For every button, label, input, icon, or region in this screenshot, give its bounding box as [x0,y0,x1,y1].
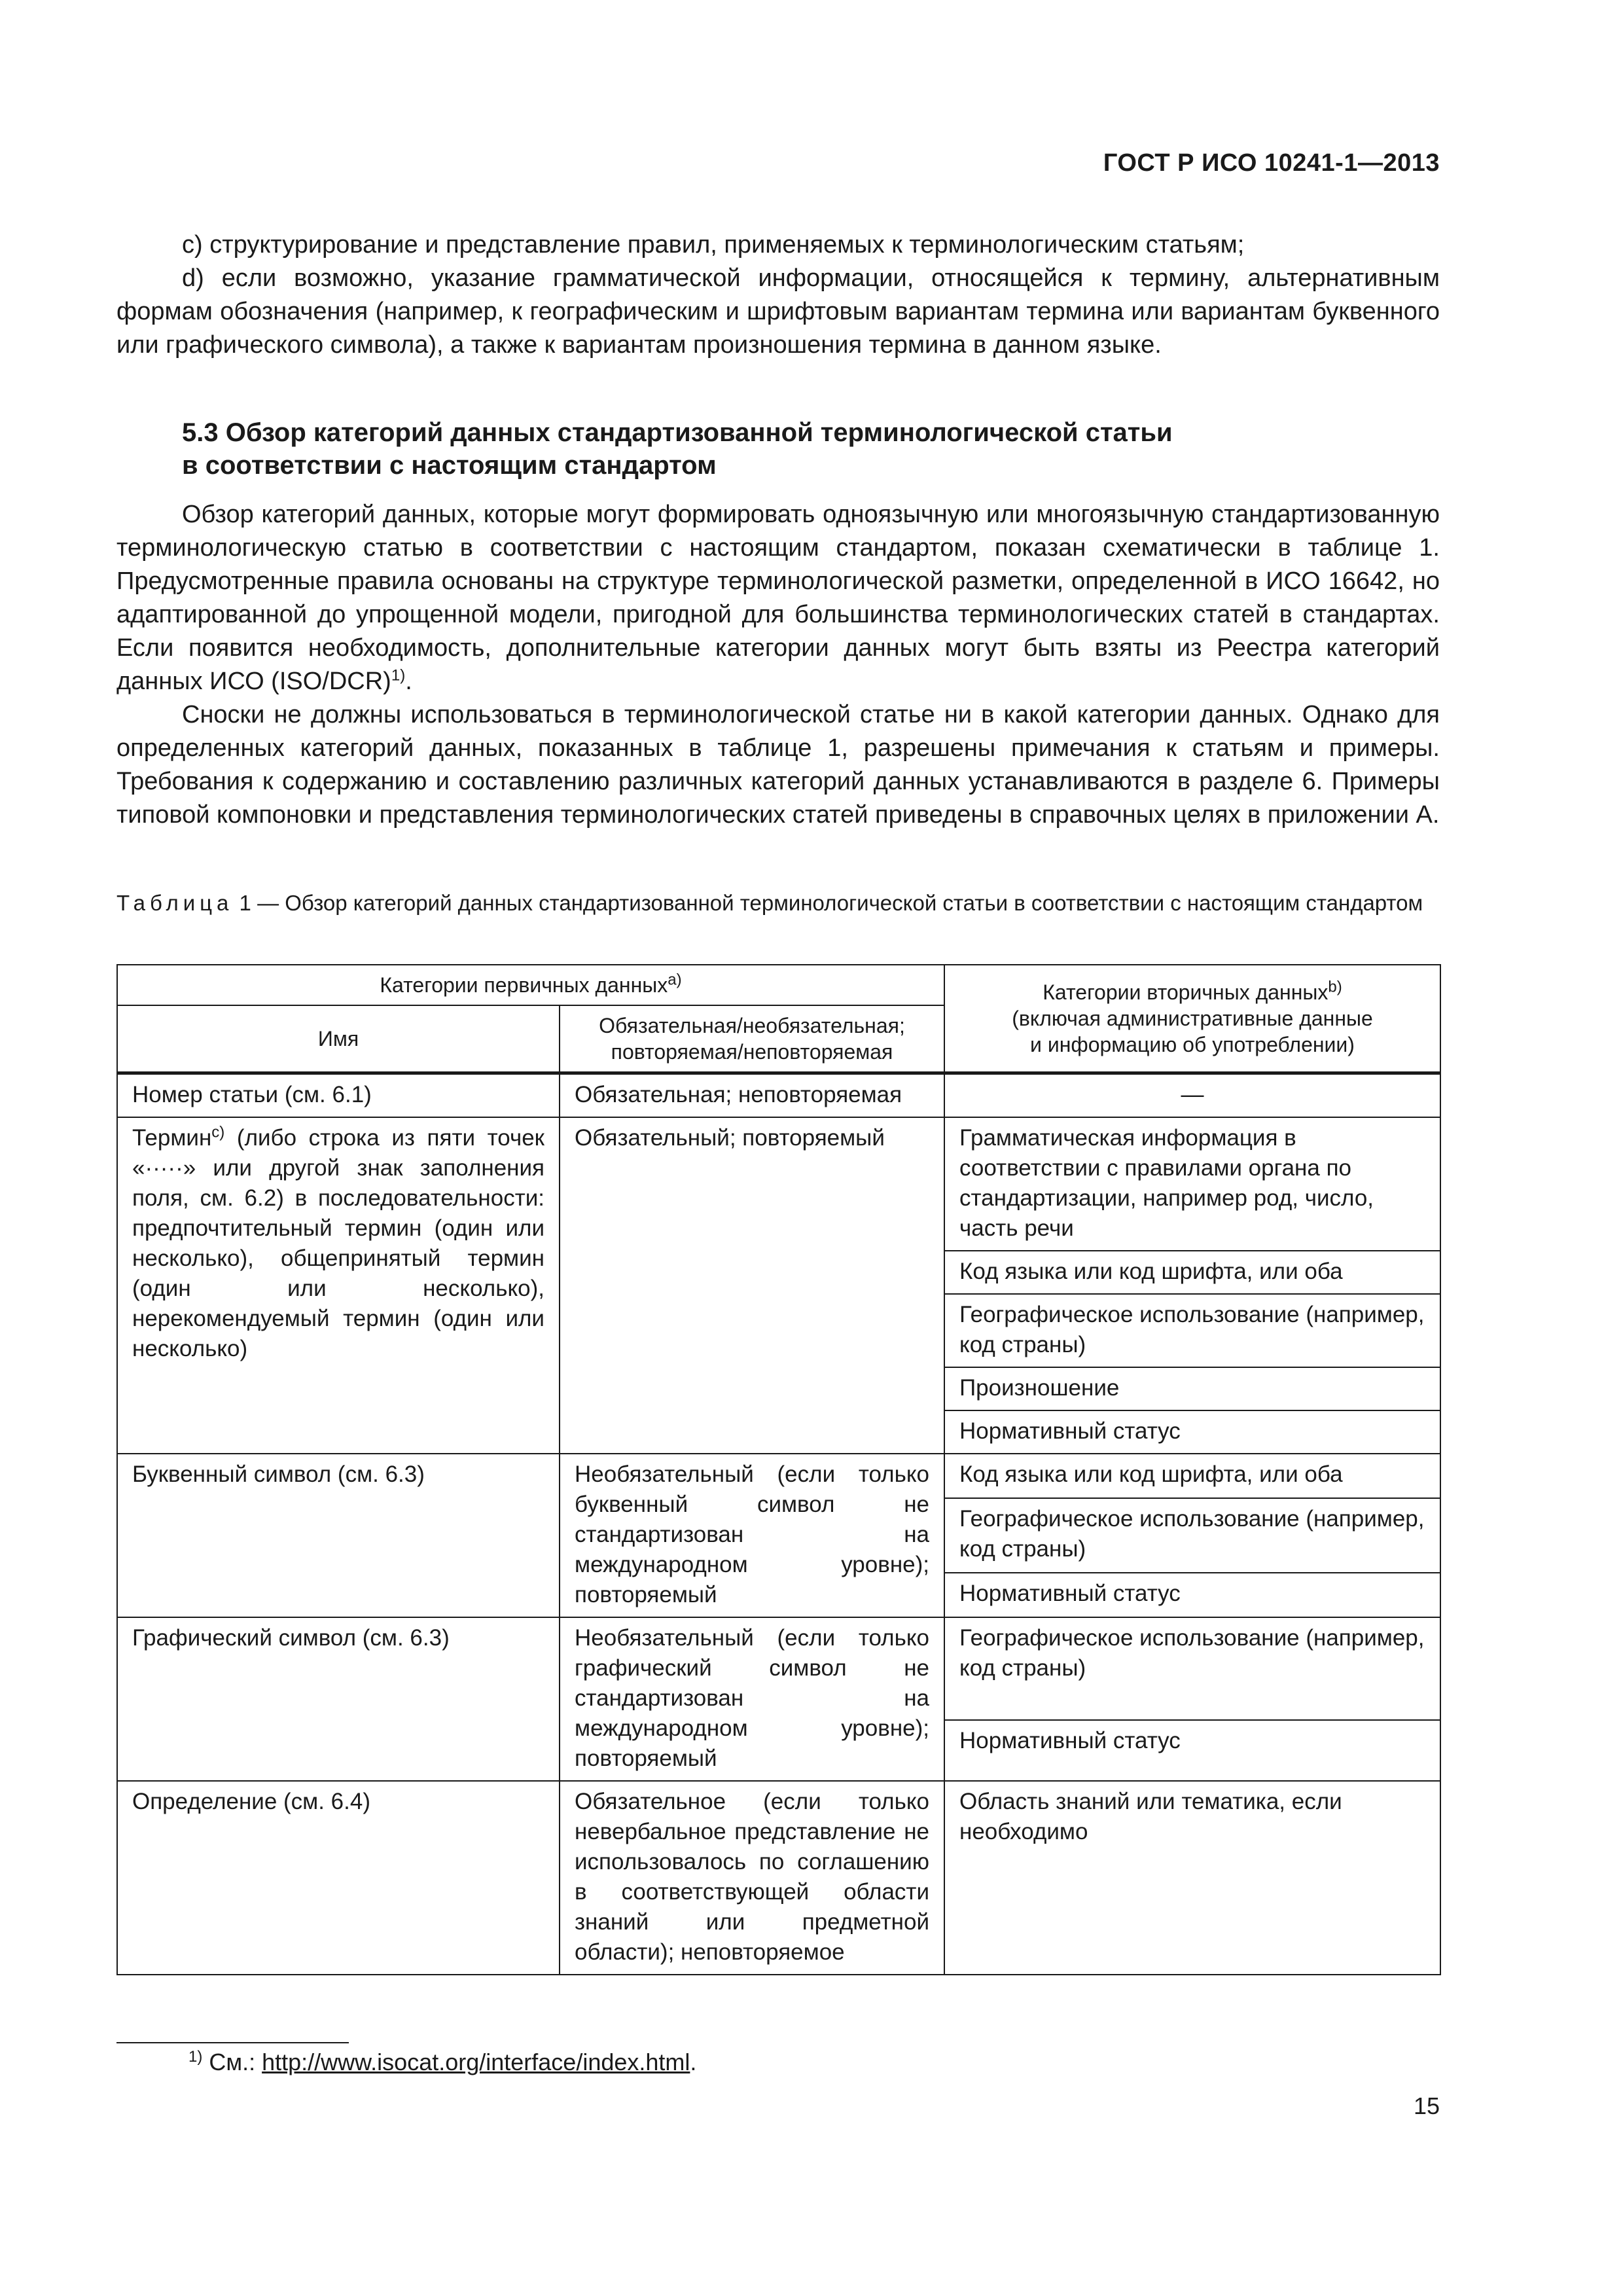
table-row [117,1454,1440,1498]
row-obligation: Необязательный (если только буквенный символ не стандартизован на международном уровне); повторяемый [560,1454,944,1617]
row-secondary: Произношение [944,1367,1440,1410]
table-caption [116,889,1440,917]
section-title [182,416,1173,482]
row-secondary: Грамматическая информация в соответствии с правилами органа по стандартизации, например род, число, часть речи [944,1117,1440,1251]
table-row [117,1617,1440,1720]
row-secondary: Код языка или код шрифта, или оба [944,1251,1440,1294]
row-secondary: Нормативный статус [944,1573,1440,1617]
document-page [116,0,1440,2296]
row-secondary: Нормативный статус [944,1720,1440,1781]
row-obligation: Обязательное (если только невербальное представление не использовалось по соглашению в соответствующей области знаний или предметной области); неповторяемое [560,1781,944,1975]
list-item-d: d) если возможно, указание грамматической информации, относящейся к термину, альтернативным формам обозначения (например, к географическим и шрифтовым вариантам термина или вариантам буквенного или графического символа), а также к вариантам произношения термина в данном языке. [116,264,1440,359]
table-caption-word: Таблица [116,891,234,915]
footnote-prefix: См.: [202,2049,262,2075]
row-obligation: Обязательный; повторяемый [560,1117,944,1454]
paragraph-overview [116,498,1440,698]
footnote-suffix: . [690,2049,697,2075]
row-obligation: Обязательная; неповторяемая [560,1073,944,1118]
row-obligation: Необязательный (если только графический символ не стандартизован на международном уровне); повторяемый [560,1617,944,1781]
page-number: 15 [1413,2092,1440,2119]
row-secondary: Код языка или код шрифта, или оба [944,1454,1440,1498]
footnote-marker: 1) [188,2048,203,2066]
paragraph-footnotes-rule: Сноски не должны использоваться в терминологической статье ни в какой категории данных. Однако для определенных категорий данных, показанных в таблице 1, разрешены примечания к статьям и примеры. Требования к содержанию и составлению различных категорий данных устанавливаются в разделе 6. Примеры типовой компоновки и представления терминологических статей приведены в справочных целях в приложении А. [116,701,1440,829]
footnote-divider [116,2042,349,2043]
section-title-line1: 5.3 Обзор категорий данных стандартизованной терминологической статьи [182,418,1173,447]
list-block [116,228,1440,362]
footnote-ref: 1) [391,666,406,685]
table-row [117,1117,1440,1251]
paragraph-overview-text: Обзор категорий данных, которые могут формировать одноязычную или многоязычную стандартизованную терминологическую статью в соответствии с настоящим стандартом, показан схематически в таблице 1. Предусмотренные правила основаны на структуре терминологической разметки, определенной в ИСО 16642, но адаптированной до упрощенной модели, пригодной для большинства терминологических статей в стандартах. Если появится необходимость, дополнительные категории данных могут быть взяты из Реестра категорий данных ИСО (ISO/DCR) [116,501,1440,695]
document-code: ГОСТ Р ИСО 10241-1—2013 [1103,149,1440,177]
table-caption-text: 1 — Обзор категорий данных стандартизованной терминологической статьи в соответствии с настоящим стандартом [233,891,1423,915]
section-title-line2: в соответствии с настоящим стандартом [182,451,717,480]
footnote-link[interactable]: http://www.isocat.org/interface/index.html [262,2049,690,2075]
row-secondary: Географическое использование (например, код страны) [944,1498,1440,1573]
header-primary: Категории первичных данных$^{a)}$ [117,965,944,1005]
footnote [188,2047,696,2077]
header-obligation: Обязательная/необязательная; повторяемая/неповторяемая [560,1005,944,1073]
header-name: Имя [117,1005,560,1073]
table-row [117,1073,1440,1118]
table-header-row [117,965,1440,1005]
row-secondary: Географическое использование (например, код страны) [944,1294,1440,1367]
row-name: Определение (см. 6.4) [117,1781,560,1975]
row-secondary: Нормативный статус [944,1410,1440,1454]
row-secondary: Географическое использование (например, код страны) [944,1617,1440,1720]
list-item-c: c) структурирование и представление правил, применяемых к терминологическим статьям; [182,231,1245,259]
row-name: Графический символ (см. 6.3) [117,1617,560,1781]
row-name: Термин$^{c)}$ (либо строка из пяти точек «·····» или другой знак заполнения поля, см. 6.2) в последовательности: предпочтительный термин (один или несколько), общепринятый термин (один или несколько), нерекомендуемый термин (один или несколько) [117,1117,560,1454]
data-categories-table [116,964,1441,1975]
table-row [117,1781,1440,1975]
section-body [116,498,1440,832]
header-secondary: Категории вторичных данных$^{b)}$ (включая административные данные и информацию об употреблении) [944,965,1440,1073]
row-secondary: Область знаний или тематика, если необходимо [944,1781,1440,1975]
row-name: Буквенный символ (см. 6.3) [117,1454,560,1617]
row-secondary: — [944,1073,1440,1118]
paragraph-overview-end: . [405,668,412,695]
row-name: Номер статьи (см. 6.1) [117,1073,560,1118]
